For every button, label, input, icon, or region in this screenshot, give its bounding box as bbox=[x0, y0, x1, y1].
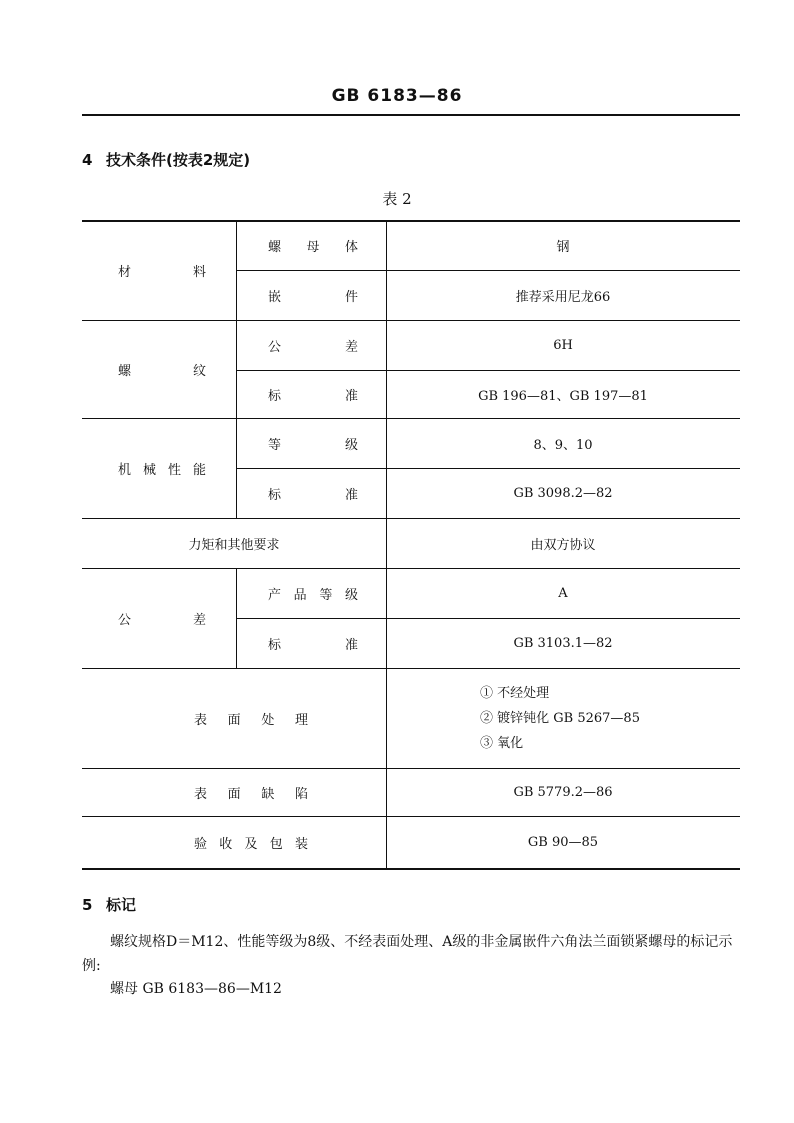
label-char: 级 bbox=[344, 437, 358, 453]
mechanical-standard-label bbox=[236, 468, 386, 518]
thread-standard-value: GB 196—81、GB 197—81 bbox=[478, 388, 648, 404]
section-4-heading bbox=[82, 149, 250, 170]
label-char: 陷 bbox=[294, 786, 308, 802]
label-char: 标 bbox=[268, 487, 282, 503]
spec-table bbox=[82, 220, 740, 870]
label-char: 等 bbox=[319, 587, 333, 603]
section-5-title: 标记 bbox=[106, 896, 137, 914]
label-char: 验 bbox=[194, 836, 208, 852]
mechanical-grade-label bbox=[236, 418, 386, 468]
surface-defects-value: GB 5779.2—86 bbox=[513, 784, 613, 800]
label-char: 准 bbox=[344, 637, 358, 653]
tolerance-standard-value: GB 3103.1—82 bbox=[513, 635, 613, 651]
page-header: GB 6183—86 bbox=[331, 86, 463, 106]
label-char: 等 bbox=[268, 437, 282, 453]
label-char: 械 bbox=[142, 462, 156, 478]
material-nut-body-label bbox=[236, 220, 386, 270]
surface-defects-label bbox=[82, 768, 386, 816]
label-char: 差 bbox=[192, 612, 206, 628]
label-char: 包 bbox=[269, 836, 283, 852]
surface-treatment-option: ① 不经处理 bbox=[480, 685, 550, 701]
section-5-number: 5 bbox=[82, 896, 93, 914]
tolerance-standard-label bbox=[236, 618, 386, 668]
surface-treatment-options bbox=[386, 668, 740, 768]
label-char: 收 bbox=[219, 836, 233, 852]
label-char: 标 bbox=[268, 637, 282, 653]
marking-example: 螺母 GB 6183—86—M12 bbox=[110, 981, 282, 997]
thread-tolerance-label bbox=[236, 320, 386, 370]
label-char: 嵌 bbox=[268, 289, 282, 305]
thread-tolerance-value: 6H bbox=[553, 337, 573, 353]
material-insert-label bbox=[236, 270, 386, 320]
label-char: 级 bbox=[344, 587, 358, 603]
label-char: 表 bbox=[194, 712, 208, 728]
tolerance-label bbox=[82, 568, 236, 668]
label-char: 处 bbox=[261, 712, 275, 728]
label-char: 标 bbox=[268, 388, 282, 404]
material-nut-body-value: 钢 bbox=[556, 239, 570, 255]
label-char: 面 bbox=[227, 712, 241, 728]
label-char: 及 bbox=[244, 836, 258, 852]
label-char: 表 bbox=[194, 786, 208, 802]
material-label bbox=[82, 220, 236, 320]
section-5-heading bbox=[82, 894, 136, 915]
label-char: 准 bbox=[344, 487, 358, 503]
label-char: 公 bbox=[268, 339, 282, 355]
acceptance-label bbox=[82, 816, 386, 868]
label-char: 准 bbox=[344, 388, 358, 404]
surface-treatment-label bbox=[82, 668, 386, 768]
torque-value: 由双方协议 bbox=[530, 537, 596, 553]
mechanical-grade-value: 8、9、10 bbox=[533, 437, 593, 453]
surface-treatment-option: ③ 氧化 bbox=[480, 735, 524, 751]
label-char: 料 bbox=[192, 264, 206, 280]
material-insert-value: 推荐采用尼龙66 bbox=[515, 289, 611, 305]
table-bottom-rule bbox=[82, 868, 740, 870]
label-char: 缺 bbox=[261, 786, 275, 802]
tolerance-grade-value: A bbox=[558, 585, 568, 601]
mechanical-standard-value: GB 3098.2—82 bbox=[513, 485, 613, 501]
label-char: 能 bbox=[192, 462, 206, 478]
header-rule bbox=[82, 114, 740, 116]
label-char: 公 bbox=[118, 612, 132, 628]
label-char: 面 bbox=[227, 786, 241, 802]
marking-paragraph: 螺纹规格D＝M12、性能等级为8级、不经表面处理、A级的非金属嵌件六角法兰面锁紧螺母的标记示例: bbox=[82, 934, 733, 974]
label-char: 品 bbox=[293, 587, 307, 603]
thread-standard-label bbox=[236, 370, 386, 418]
torque-label: 力矩和其他要求 bbox=[188, 537, 280, 553]
label-char: 材 bbox=[118, 264, 132, 280]
label-char: 母 bbox=[306, 239, 320, 255]
label-char: 体 bbox=[344, 239, 358, 255]
label-char: 理 bbox=[294, 712, 308, 728]
mechanical-label bbox=[82, 418, 236, 518]
label-char: 纹 bbox=[192, 363, 206, 379]
table-caption: 表 2 bbox=[382, 190, 412, 208]
label-char: 机 bbox=[118, 462, 132, 478]
label-char: 螺 bbox=[118, 363, 132, 379]
section-4-number: 4 bbox=[82, 151, 93, 169]
label-char: 装 bbox=[294, 836, 308, 852]
label-char: 螺 bbox=[268, 239, 282, 255]
section-4-title: 技术条件(按表2规定) bbox=[106, 151, 251, 169]
acceptance-value: GB 90—85 bbox=[527, 834, 599, 850]
label-char: 件 bbox=[344, 289, 358, 305]
label-char: 产 bbox=[268, 587, 282, 603]
label-char: 性 bbox=[167, 462, 181, 478]
thread-label bbox=[82, 320, 236, 418]
tolerance-grade-label bbox=[236, 568, 386, 618]
surface-treatment-option: ② 镀锌钝化 GB 5267—85 bbox=[480, 710, 640, 726]
label-char: 差 bbox=[344, 339, 358, 355]
